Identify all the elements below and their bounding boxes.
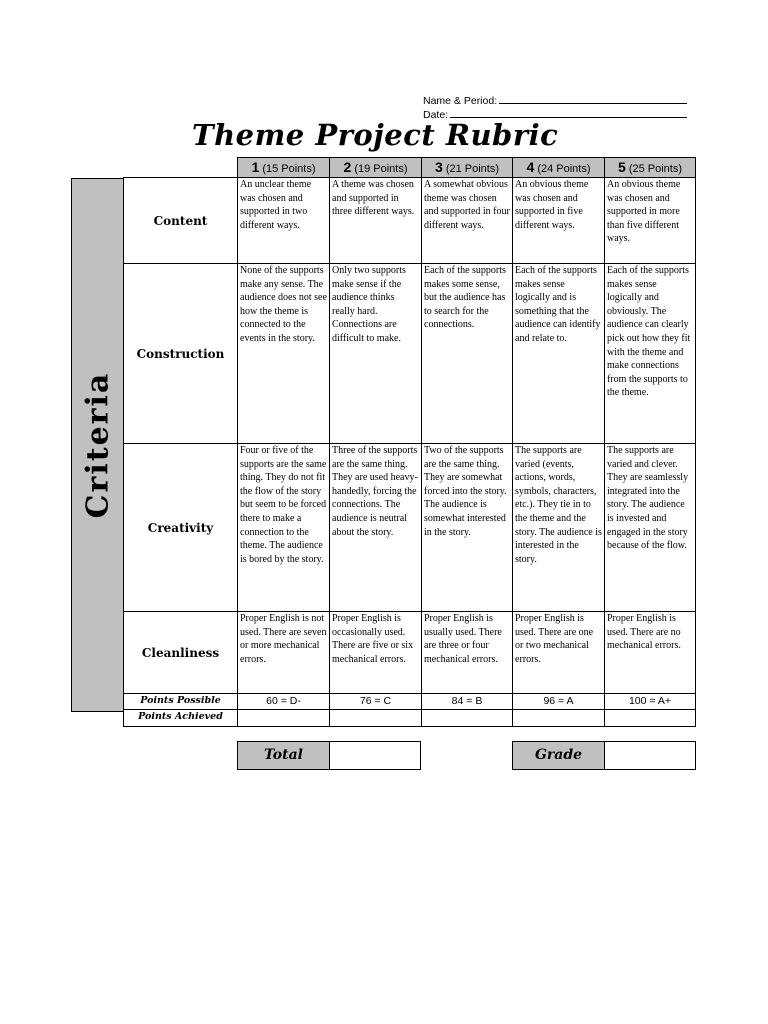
points-achieved-input[interactable] bbox=[604, 709, 696, 727]
criterion-creativity: Creativity bbox=[123, 443, 238, 612]
rubric-cell: An obvious theme was chosen and supported in five different ways. bbox=[512, 177, 605, 264]
points-achieved-input[interactable] bbox=[329, 709, 422, 727]
rubric-cell: An unclear theme was chosen and supported in two different ways. bbox=[237, 177, 330, 264]
column-header-number: 2 bbox=[343, 159, 352, 175]
rubric-cell: Each of the supports makes some sense, but the audience has to search for the connections. bbox=[421, 263, 513, 444]
rubric-cell: Two of the supports are the same thing. They are somewhat forced into the story. The audience is somewhat interested in the story. bbox=[421, 443, 513, 612]
rubric-cell: None of the supports make any sense. The audience does not see how the theme is connected to the events in the story. bbox=[237, 263, 330, 444]
page-title: Theme Project Rubric bbox=[192, 118, 559, 152]
column-header-points: (19 Points) bbox=[354, 163, 408, 175]
grade-input[interactable] bbox=[604, 741, 696, 770]
criterion-cleanliness: Cleanliness bbox=[123, 611, 238, 694]
points-achieved-input[interactable] bbox=[237, 709, 330, 727]
rubric-cell: Proper English is usually used. There are three or four mechanical errors. bbox=[421, 611, 513, 694]
column-header-number: 1 bbox=[251, 159, 260, 175]
rubric-cell: Only two supports make sense if the audience thinks really hard. Connections are difficult to make. bbox=[329, 263, 422, 444]
date-label: Date: bbox=[423, 109, 449, 121]
criterion-content: Content bbox=[123, 177, 238, 264]
points-possible-label: Points Possible bbox=[123, 693, 238, 710]
criteria-side-panel bbox=[71, 178, 124, 712]
criterion-construction: Construction bbox=[123, 263, 238, 444]
column-header-points: (24 Points) bbox=[537, 163, 591, 175]
points-achieved-label: Points Achieved bbox=[123, 709, 238, 727]
rubric-cell: The supports are varied and clever. They are seamlessly integrated into the story. The audience is invested and engaged in the story because of the flow. bbox=[604, 443, 696, 612]
column-header-3 bbox=[421, 157, 513, 178]
points-possible-value: 96 = A bbox=[512, 693, 605, 710]
criteria-side-label: Criteria bbox=[80, 371, 115, 519]
column-header-number: 5 bbox=[617, 159, 626, 175]
points-possible-value: 60 = D- bbox=[237, 693, 330, 710]
column-header-number: 4 bbox=[526, 159, 535, 175]
total-input[interactable] bbox=[329, 741, 421, 770]
points-achieved-input[interactable] bbox=[421, 709, 513, 727]
column-header-1 bbox=[237, 157, 330, 178]
column-header-points: (15 Points) bbox=[262, 163, 316, 175]
name-period-line[interactable] bbox=[499, 94, 687, 104]
column-header-5 bbox=[604, 157, 696, 178]
rubric-cell: Proper English is used. There are no mechanical errors. bbox=[604, 611, 696, 694]
column-header-4 bbox=[512, 157, 605, 178]
rubric-cell: An obvious theme was chosen and supported in more than five different ways. bbox=[604, 177, 696, 264]
rubric-cell: Three of the supports are the same thing. They are used heavy-handedly, forcing the connections. The audience is neutral about the story. bbox=[329, 443, 422, 612]
rubric-cell: Proper English is used. There are one or two mechanical errors. bbox=[512, 611, 605, 694]
rubric-cell: Each of the supports makes sense logically and is something that the audience can identify and relate to. bbox=[512, 263, 605, 444]
date-line[interactable] bbox=[450, 108, 687, 118]
points-possible-value: 100 = A+ bbox=[604, 693, 696, 710]
column-header-number: 3 bbox=[434, 159, 443, 175]
points-achieved-input[interactable] bbox=[512, 709, 605, 727]
rubric-cell: A theme was chosen and supported in three different ways. bbox=[329, 177, 422, 264]
points-possible-value: 84 = B bbox=[421, 693, 513, 710]
rubric-cell: The supports are varied (events, actions, words, symbols, characters, etc.). They tie in to the theme and the story. The audience is interested in the story. bbox=[512, 443, 605, 612]
rubric-cell: Proper English is not used. There are seven or more mechanical errors. bbox=[237, 611, 330, 694]
rubric-cell: Four or five of the supports are the same thing. They do not fit the flow of the story but seem to be forced there to make a connection to the theme. The audience is bored by the story. bbox=[237, 443, 330, 612]
column-header-points: (21 Points) bbox=[445, 163, 500, 175]
rubric-cell: Proper English is occasionally used. There are five or six mechanical errors. bbox=[329, 611, 422, 694]
rubric-cell: A somewhat obvious theme was chosen and supported in four different ways. bbox=[421, 177, 513, 264]
points-possible-value: 76 = C bbox=[329, 693, 422, 710]
total-label: Total bbox=[237, 741, 330, 770]
column-header-points: (25 Points) bbox=[628, 163, 683, 175]
name-period-label: Name & Period: bbox=[423, 95, 498, 107]
rubric-cell: Each of the supports makes sense logically and obviously. The audience can clearly pick out how they fit with the theme and make connections from the supports to the theme. bbox=[604, 263, 696, 444]
column-header-2 bbox=[329, 157, 422, 178]
name-period-field[interactable] bbox=[423, 94, 687, 107]
grade-label: Grade bbox=[512, 741, 605, 770]
